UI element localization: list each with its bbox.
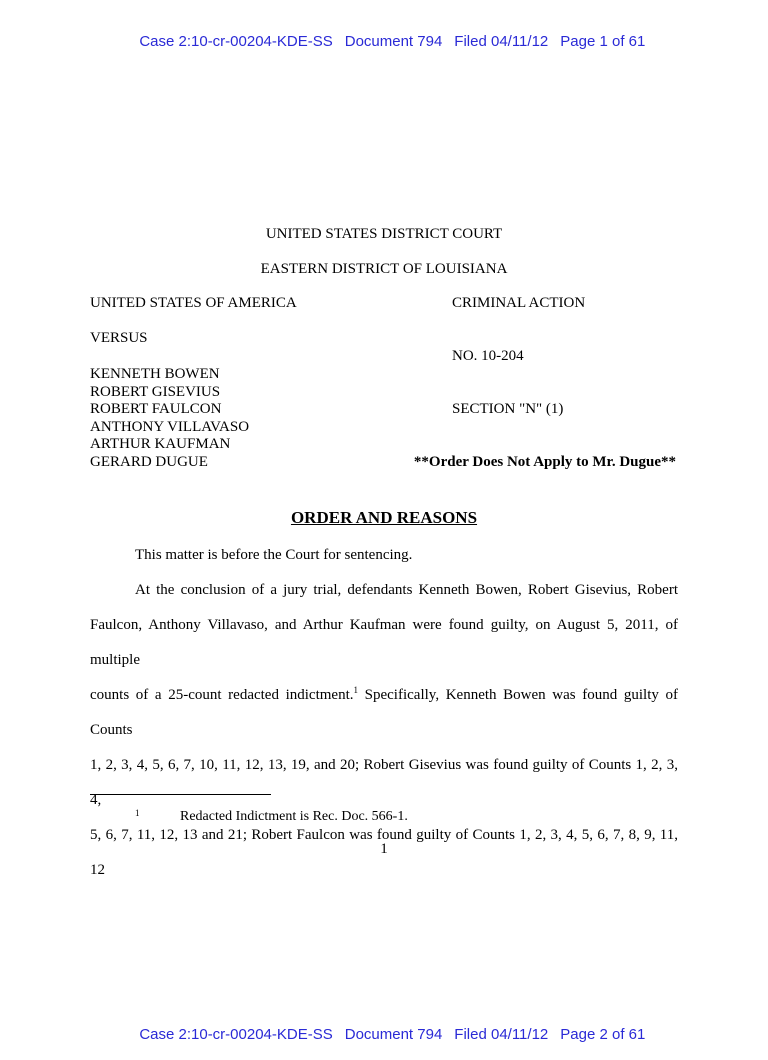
filed-date: Filed 04/11/12: [454, 33, 549, 50]
case-no: NO. 10-204: [452, 348, 524, 364]
filing-header-top: [0, 16, 768, 67]
defendant-name: ROBERT FAULCON: [90, 401, 222, 418]
defendant-name: ANTHONY VILLAVASO: [90, 418, 250, 435]
paragraph-line: 5, 6, 7, 11, 12, 13 and 21; Robert Faulcon was found guilty of Counts 1, 2, 3, 4, 5, 6, 7, 8, 9, 11, 12: [90, 827, 678, 878]
criminal-action-label: CRIMINAL ACTION: [452, 295, 586, 311]
order-body: [90, 538, 678, 888]
case-number: Case 2:10-cr-00204-KDE-SS: [139, 1026, 333, 1043]
court-district: EASTERN DISTRICT OF LOUISIANA: [260, 261, 508, 277]
paragraph: This matter is before the Court for sentencing.: [135, 547, 413, 563]
defendant-name: GERARD DUGUE: [90, 453, 208, 470]
section-label: SECTION "N" (1): [452, 401, 564, 417]
document-number: Document 794: [344, 33, 443, 50]
versus-label: VERSUS: [90, 330, 148, 346]
case-number: Case 2:10-cr-00204-KDE-SS: [139, 33, 333, 50]
filing-header-bottom: [0, 1009, 768, 1060]
paragraph-text: Specifically, Kenneth Bowen was found guilty of Counts: [90, 687, 678, 738]
footnote-number: 1: [135, 808, 140, 818]
footnote-text: Redacted Indictment is Rec. Doc. 566-1.: [180, 809, 408, 824]
plaintiff-name: UNITED STATES OF AMERICA: [90, 295, 297, 311]
order-title: ORDER AND REASONS: [290, 508, 478, 527]
filed-date: Filed 04/11/12: [454, 1026, 549, 1043]
paragraph-line: At the conclusion of a jury trial, defendants Kenneth Bowen, Robert Gisevius, Robert: [135, 582, 678, 598]
page-count: Page 2 of 61: [560, 1026, 646, 1043]
court-name: UNITED STATES DISTRICT COURT: [265, 226, 503, 242]
order-note: **Order Does Not Apply to Mr. Dugue**: [413, 454, 676, 470]
defendants-list: [90, 366, 249, 472]
page-count: Page 1 of 61: [560, 33, 646, 50]
defendant-name: KENNETH BOWEN: [90, 366, 220, 382]
paragraph-line: 1, 2, 3, 4, 5, 6, 7, 10, 11, 12, 13, 19, and 20; Robert Gisevius was found guilty of Counts 1, 2, 3, 4,: [90, 757, 678, 808]
footnote-marker: 1: [353, 685, 359, 695]
paragraph-line: Faulcon, Anthony Villavaso, and Arthur Kaufman were found guilty, on August 5, 2011, of multiple: [90, 617, 678, 668]
defendant-name: ROBERT GISEVIUS: [90, 383, 221, 400]
page-number: 1: [380, 841, 388, 857]
paragraph-line: [90, 678, 678, 748]
paragraph-text: counts of a 25-count redacted indictment.: [90, 687, 354, 703]
defendant-name: ARTHUR KAUFMAN: [90, 436, 231, 453]
document-number: Document 794: [344, 1026, 443, 1043]
footnote-divider: [90, 794, 271, 795]
